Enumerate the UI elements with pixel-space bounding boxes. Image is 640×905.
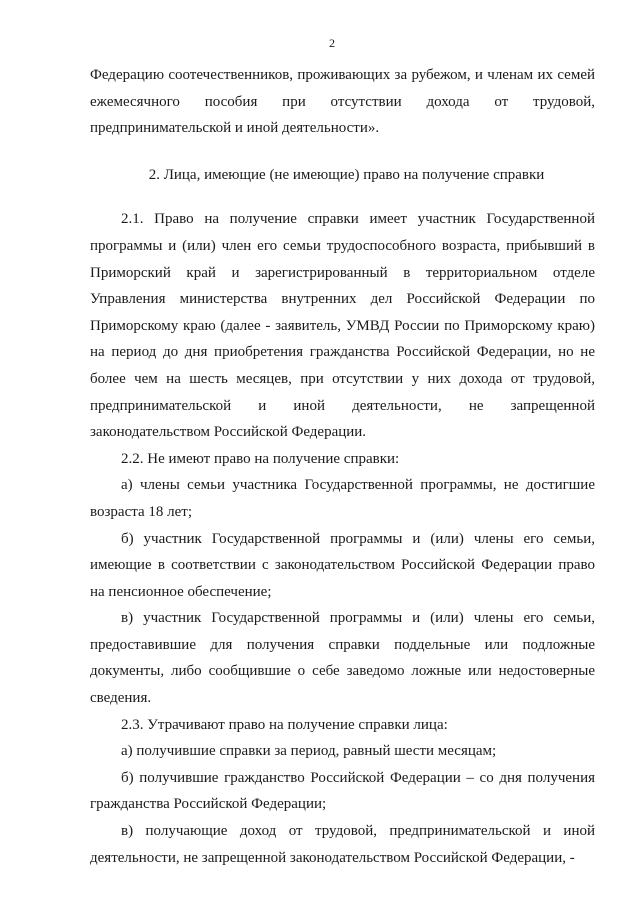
section-heading: 2. Лица, имеющие (не имеющие) право на получение справки xyxy=(148,166,545,183)
paragraph-2-3-a: а) получившие справки за период, равный шести месяцам; xyxy=(121,743,497,760)
paragraph-2-3: 2.3. Утрачивают право на получение справки лица: xyxy=(121,716,448,733)
paragraph-2-2: 2.2. Не имеют право на получение справки: xyxy=(121,450,400,467)
document-body xyxy=(90,62,595,871)
paragraph-continuation: Федерацию соотечественников, проживающих за рубежом, и членам их семей ежемесячного пособия при отсутствии дохода от трудовой, предпринимательской и иной деятельности». xyxy=(90,67,595,137)
paragraph-2-3-v: в) получающие доход от трудовой, предпринимательской и иной деятельности, не запрещенной законодательством Российской Федерации, - xyxy=(90,823,595,866)
paragraph-2-2-b: б) участник Государственной программы и (или) члены его семьи, имеющие в соответствии с законодательством Российской Федерации право на пенсионное обеспечение; xyxy=(90,530,595,600)
paragraph-2-3-b: б) получившие гражданство Российской Федерации – со дня получения гражданства Российской Федерации; xyxy=(90,769,595,813)
page-number: 2 xyxy=(329,36,335,50)
paragraph-2-2-v: в) участник Государственной программы и (или) члены его семьи, предоставившие для получения справки поддельные или подложные документы, либо сообщившие о себе заведомо ложные или недостоверные сведения. xyxy=(90,610,595,707)
paragraph-2-2-a: а) члены семьи участника Государственной программы, не достигшие возраста 18 лет; xyxy=(90,477,595,520)
paragraph-2-1: 2.1. Право на получение справки имеет участник Государственной программы и (или) член его семьи трудоспособного возраста, прибывший в Приморский край и зарегистрированный в территориальном отделе Управления министерства внутренних дел Российской Федерации по Приморскому краю (далее - заявитель, УМВД России по Приморскому краю) на период до дня приобретения гражданства Российской Федерации, но не более чем на шесть месяцев, при отсутствии у них дохода от трудовой, предпринимательской и иной деятельности, не запрещенной законодательством Российской Федерации. xyxy=(90,211,595,441)
